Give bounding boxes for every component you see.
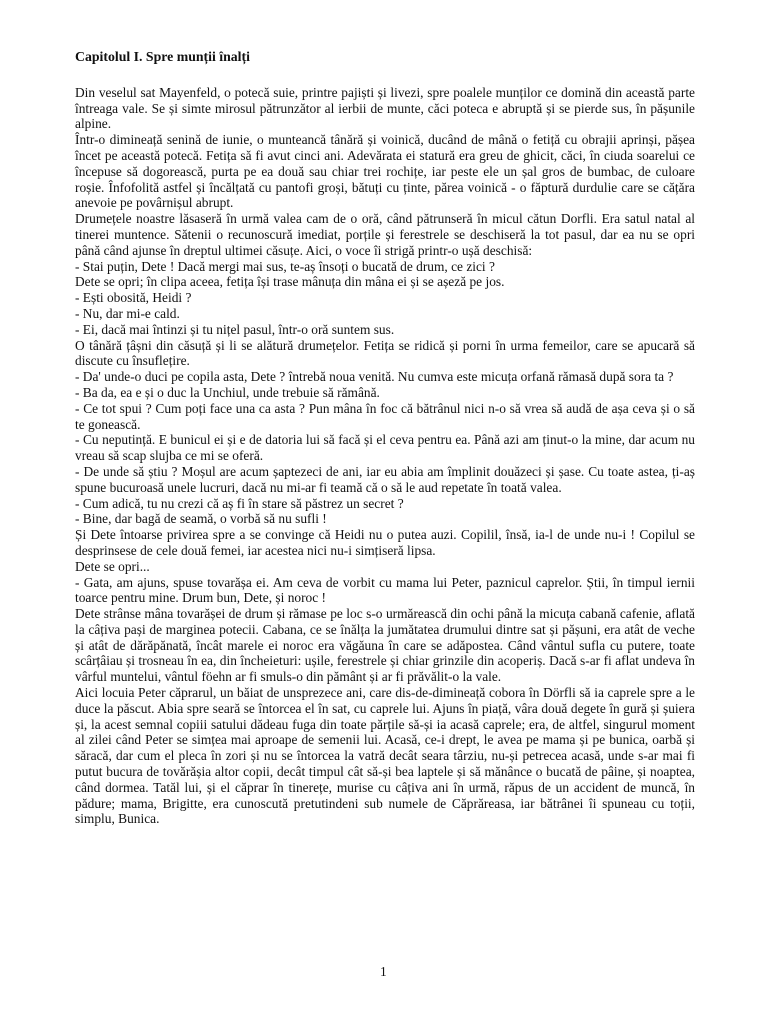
document-page (75, 49, 695, 827)
paragraph: Într-o dimineață senină de iunie, o munteancă tânără și voinică, ducând de mână o fetiță cu obrajii aprinși, pășea încet pe această potecă. Fetița să fi avut cinci ani. Adevărata ei statură era greu de ghicit, căci, în ciuda soarelui ce începuse să dogorească, purta pe ea două sau chiar trei rochițe, iar peste ele un șal gros de bumbac, de culoare roșie. Înfofolită astfel și încălțată cu pantofi groși, bătuți cu ținte, părea voinică - o făptură durdulie care se cățăra anevoie pe povârnișul abrupt. (75, 132, 695, 211)
chapter-title: Capitolul I. Spre munții înalți (75, 49, 250, 64)
paragraph: - Cum adică, tu nu crezi că aș fi în stare să păstrez un secret ? (75, 495, 404, 511)
paragraph: - Ești obosită, Heidi ? (75, 290, 192, 306)
paragraph: - Ce tot spui ? Cum poți face una ca asta ? Pun mâna în foc că bătrânul nici n-o să vrea să audă de așa ceva și o să te gonească. (75, 400, 695, 432)
chapter-body (75, 85, 695, 827)
paragraph: - Gata, am ajuns, spuse tovarășa ei. Am ceva de vorbit cu mama lui Peter, paznicul caprelor. Știi, în timpul iernii toarce pentru mine. Drum bun, Dete, și noroc ! (75, 574, 695, 606)
paragraph: Din veselul sat Mayenfeld, o potecă suie, printre pajiști și livezi, spre poalele munților ce domină din această parte întreaga vale. Se și simte mirosul pătrunzător al ierbii de munte, căci poteca e abruptă și se pierde sus, în pășunile alpine. (75, 84, 695, 132)
paragraph: - Da' unde-o duci pe copila asta, Dete ? întrebă noua venită. Nu cumva este micuța orfană rămasă după sora ta ? (75, 369, 674, 385)
paragraph: Aici locuia Peter căprarul, un băiat de unsprezece ani, care dis-de-dimineață cobora în Dörfli să ia caprele spre a le duce la păscut. Abia spre seară se întorcea el în sat, cu caprele lui. Ajuns în piață, vâra două degete în gură și șuiera și, la acest semnal copiii satului dădeau fuga din toate părțile să-și ia acasă caprele; era, de altfel, singurul moment al zilei când Peter se simțea mai aproape de semenii lui. Acasă, ce-i drept, le avea pe mama și pe bunica, oarbă și săracă, dar cum el pleca în zori și nu se întorcea la vatră decât seara târziu, nu-și petrecea acasă, unde s-ar mai fi putut bucura de tovărășia altor copii, decât timpul cât să-și bea laptele și să mănânce o bucată de pâine, și noaptea, când dormea. Tatăl lui, și el căprar în tinerețe, murise cu câțiva ani în urmă, răpus de un accident de muncă, în pădure; mama, Brigitte, era cunoscută pretutindeni sub numele de Căprăreasa, iar bătrânei îi spuneau cu toții, simplu, Bunica. (75, 685, 695, 827)
paragraph: - Ba da, ea e și o duc la Unchiul, unde trebuie să rămână. (75, 384, 380, 400)
paragraph: Și Dete întoarse privirea spre a se convinge că Heidi nu o putea auzi. Copilil, însă, ia-l de unde nu-i ! Copilul se desprinsese de cele două femei, iar acestea nici nu-i simțiseră lipsa. (75, 527, 695, 558)
paragraph: O tânără țâșni din căsuță și li se alătură drumețelor. Fetița se ridică și porni în urma femeilor, care se apucară să discute cu însuflețire. (75, 337, 695, 369)
paragraph: Drumețele noastre lăsaseră în urmă valea cam de o oră, când pătrunseră în micul cătun Dorfli. Era satul natal al tinerei muntence. Sătenii o recunoscură imediat, porțile și ferestrele se deschiseră la tot pasul, dar ea nu se opri până când ajunse în dreptul ultimei căsuțe. Aici, o voce îi strigă printr-o ușă deschisă: (75, 211, 695, 258)
paragraph: - Cu neputință. E bunicul ei și e de datoria lui să facă și el ceva pentru ea. Până azi am ținut-o la mine, dar acum nu vreau să scap slujba ce mi se oferă. (75, 432, 695, 464)
paragraph: - Stai puțin, Dete ! Dacă mergi mai sus, te-aș însoți o bucată de drum, ce zici ? (75, 258, 495, 274)
paragraph: Dete se opri; în clipa aceea, fetița își trase mânuța din mâna ei și se așeză pe jos. (75, 274, 505, 290)
paragraph: - Ei, dacă mai întinzi și tu nițel pasul, într-o oră suntem sus. (75, 321, 395, 337)
paragraph: - De unde să știu ? Moșul are acum șaptezeci de ani, iar eu abia am împlinit douăzeci și șase. Cu toate astea, ți-aș spune bucuroasă unele lucruri, dacă nu mi-ar fi teamă că o să le aud repetate în toată valea. (75, 463, 695, 495)
page-number: 1 (380, 964, 387, 979)
paragraph: Dete se opri... (75, 558, 150, 574)
paragraph: Dete strânse mâna tovarășei de drum și rămase pe loc s-o urmărească din ochi până la micuța cabană cafenie, aflată la câțiva pași de marginea potecii. Cabana, ce se înălța la jumătatea drumului dintre sat și pășuni, era atât de veche și atât de dărăpănată, încât marele ei noroc era văgăuna în care se adăpostea. Când vântul sufla cu putere, toate scârțâiau și trosneau în ea, din încheieturi: ușile, ferestrele și chiar grinzile din acoperiș. Dacă s-ar fi aflat undeva în vârful muntelui, vântul föehn ar fi smuls-o din pământ și ar fi prăvălit-o la vale. (75, 606, 695, 685)
paragraph: - Bine, dar bagă de seamă, o vorbă să nu sufli ! (75, 511, 327, 527)
paragraph: - Nu, dar mi-e cald. (75, 305, 180, 321)
